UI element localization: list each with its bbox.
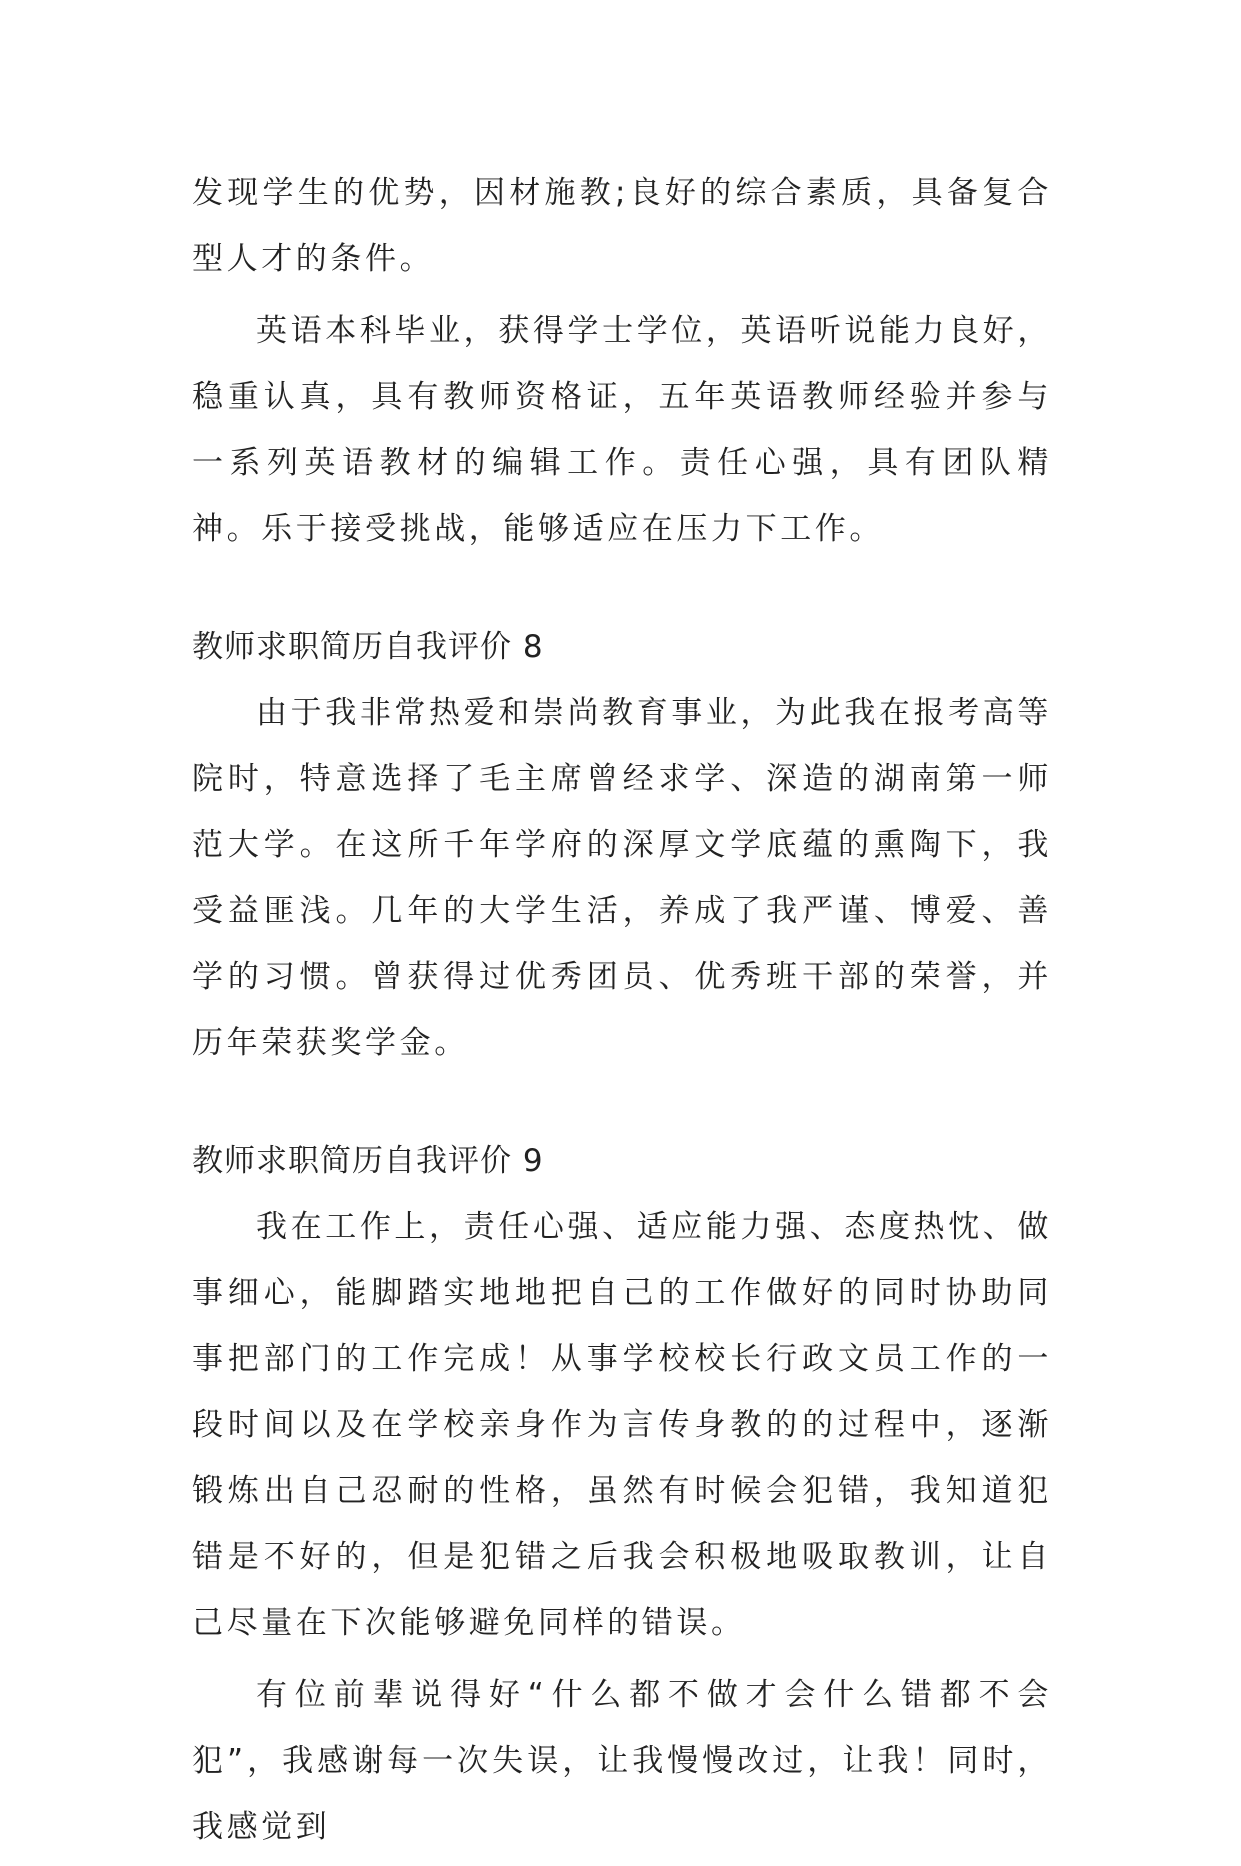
- section-8-paragraph: 由于我非常热爱和崇尚教育事业，为此我在报考高等院时，特意选择了毛主席曾经求学、深造的湖南第一师范大学。在这所千年学府的深厚文学底蕴的熏陶下，我受益匪浅。几年的大学生活，养成了我严谨、博爱、善学的习惯。曾获得过优秀团员、优秀班干部的荣誉，并历年荣获奖学金。: [192, 695, 1052, 1061]
- continued-paragraph: 发现学生的优势，因材施教;良好的综合素质，具备复合型人才的条件。: [192, 175, 1052, 277]
- section-9-paragraph-2: 有位前辈说得好“什么都不做才会什么错都不会犯”，我感谢每一次失误，让我慢慢改过，让我！同时，我感觉到: [192, 1677, 1052, 1845]
- section-9-paragraph-1: 我在工作上，责任心强、适应能力强、态度热忱、做事细心，能脚踏实地地把自己的工作做好的同时协助同事把部门的工作完成！从事学校校长行政文员工作的一段时间以及在学校亲身作为言传身教的的过程中，逐渐锻炼出自己忍耐的性格，虽然有时候会犯错，我知道犯错是不好的，但是犯错之后我会积极地吸取教训，让自己尽量在下次能够避免同样的错误。: [192, 1209, 1052, 1641]
- document-body: [192, 160, 1052, 1866]
- section-9-heading: 教师求职简历自我评价 9: [192, 1143, 544, 1179]
- section-8-heading: 教师求职简历自我评价 8: [192, 629, 544, 665]
- english-teacher-paragraph: 英语本科毕业，获得学士学位，英语听说能力良好，稳重认真，具有教师资格证，五年英语教师经验并参与一系列英语教材的编辑工作。责任心强，具有团队精神。乐于接受挑战，能够适应在压力下工作。: [192, 313, 1052, 547]
